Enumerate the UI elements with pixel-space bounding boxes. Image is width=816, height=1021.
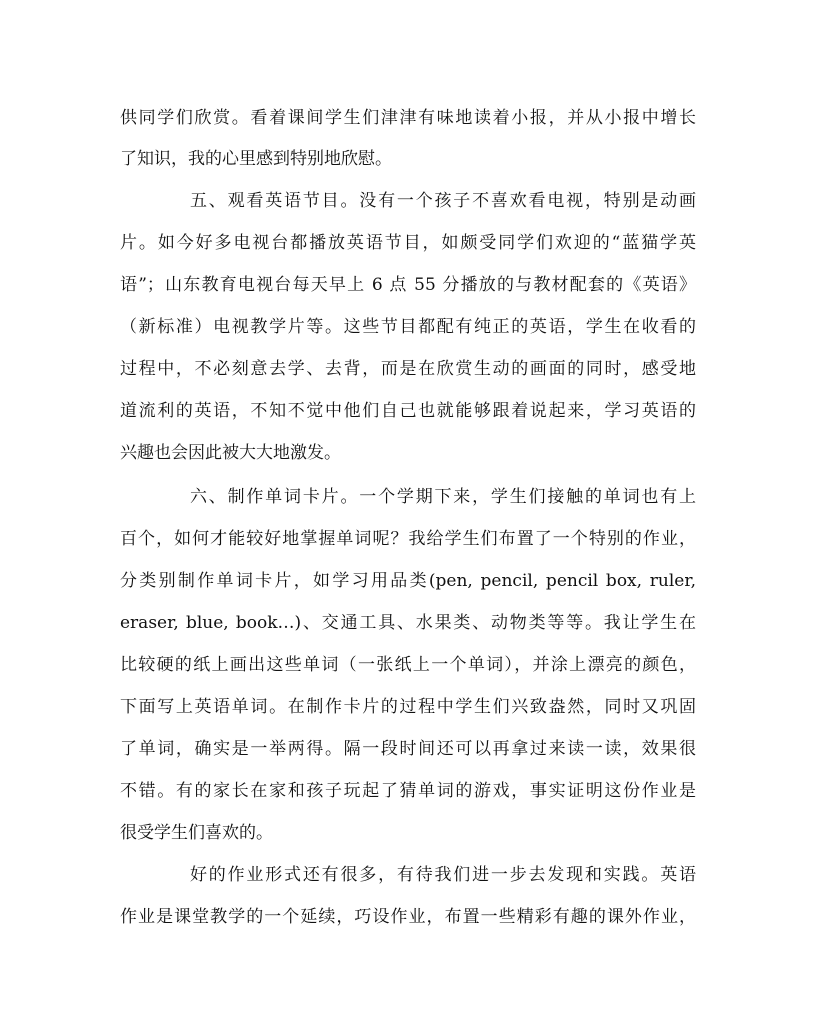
- text-line: 分类别制作单词卡片，如学习用品类(pen, pencil, pencil box, ruler,: [120, 571, 696, 591]
- text-line: （新标准）电视教学片等。这些节目都配有纯正的英语，学生在收看的: [120, 317, 696, 337]
- paragraph-heading-line: 六、制作单词卡片。一个学期下来，学生们接触的单词也有上: [190, 487, 696, 507]
- text-line: 供同学们欣赏。看着课间学生们津津有味地读着小报，并从小报中增长: [120, 108, 696, 128]
- text-line: 不错。有的家长在家和孩子玩起了猜单词的游戏，事实证明这份作业是: [120, 781, 696, 801]
- text-line: 百个，如何才能较好地掌握单词呢？我给学生们布置了一个特别的作业，: [120, 529, 696, 549]
- text-line: 作业是课堂教学的一个延续，巧设作业，布置一些精彩有趣的课外作业，: [120, 907, 696, 927]
- text-line: 兴趣也会因此被大大地激发。: [120, 443, 341, 463]
- text-line: 比较硬的纸上画出这些单词（一张纸上一个单词），并涂上漂亮的颜色，: [120, 655, 696, 675]
- text-line: 过程中，不必刻意去学、去背，而是在欣赏生动的画面的同时，感受地: [120, 359, 696, 379]
- text-line: 很受学生们喜欢的。: [120, 823, 273, 843]
- text-line: 了知识，我的心里感到特别地欣慰。: [120, 149, 392, 169]
- text-line: 了单词，确实是一举两得。隔一段时间还可以再拿过来读一读，效果很: [120, 739, 696, 759]
- paragraph-line: 好的作业形式还有很多，有待我们进一步去发现和实践。英语: [190, 865, 696, 885]
- paragraph-heading-line: 五、观看英语节目。没有一个孩子不喜欢看电视，特别是动画: [190, 191, 696, 211]
- text-line: eraser, blue, book…)、交通工具、水果类、动物类等等。我让学生在: [120, 613, 696, 633]
- text-line: 片。如今好多电视台都播放英语节目，如颇受同学们欢迎的“蓝猫学英: [120, 233, 696, 253]
- text-line: 下面写上英语单词。在制作卡片的过程中学生们兴致盎然，同时又巩固: [120, 697, 696, 717]
- text-line: 语”；山东教育电视台每天早上 6 点 55 分播放的与教材配套的《英语》: [120, 275, 696, 295]
- text-line: 道流利的英语，不知不觉中他们自己也就能够跟着说起来，学习英语的: [120, 401, 696, 421]
